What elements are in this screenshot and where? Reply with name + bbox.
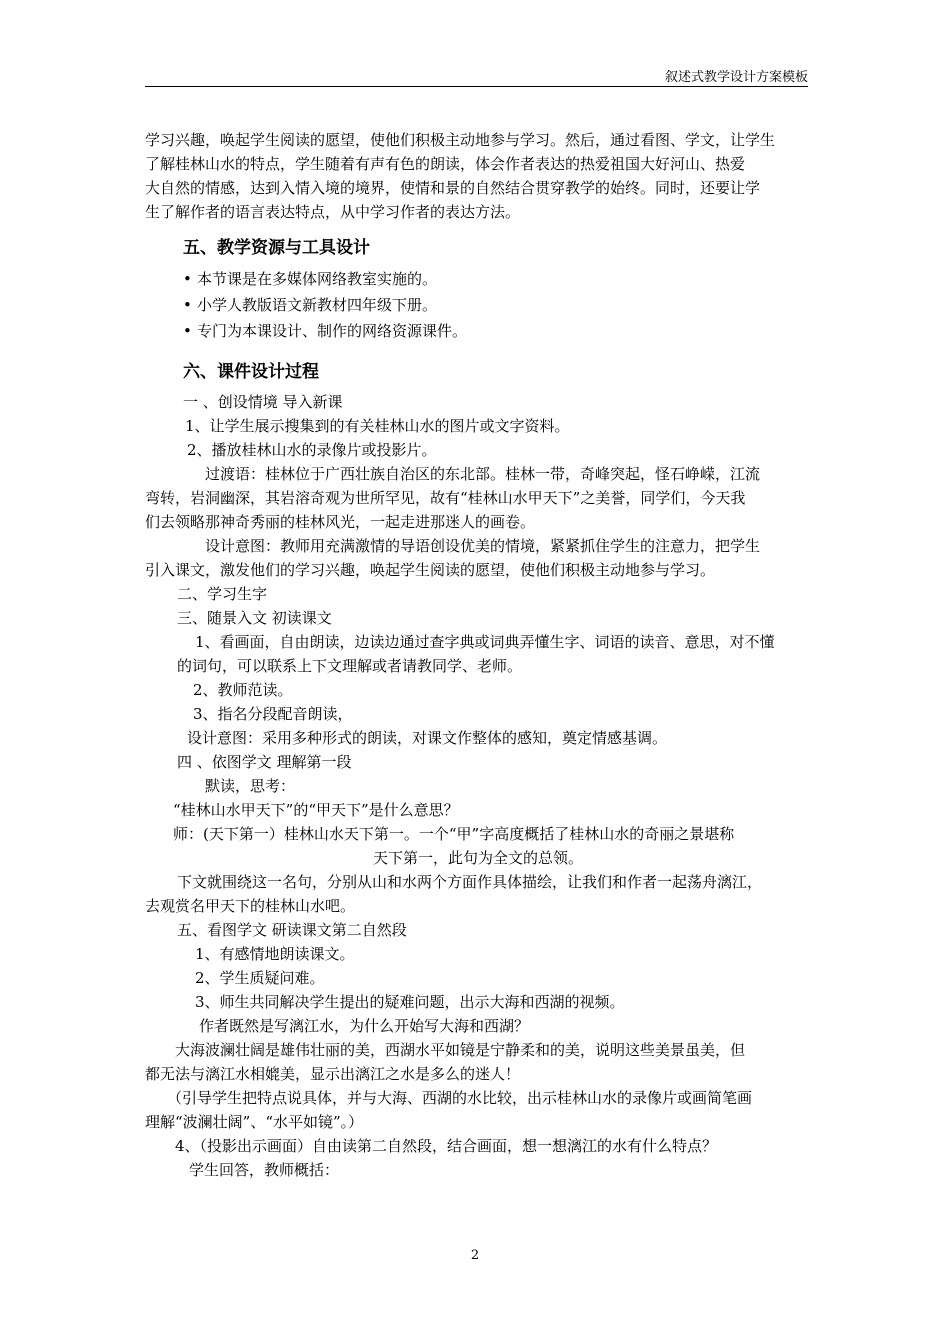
body-line: 引入课文，激发他们的学习兴趣，唤起学生阅读的愿望，使他们积极主动地参与学习。 bbox=[145, 561, 716, 579]
body-line: 去观赏名甲天下的桂林山水吧。 bbox=[145, 897, 356, 915]
list-item bbox=[145, 292, 808, 318]
body-line: 二、学习生字 bbox=[177, 585, 268, 603]
intro-line: 了解桂林山水的特点，学生随着有声有色的朗读，体会作者表达的热爱祖国大好河山、热爱 bbox=[145, 155, 746, 173]
bullet-icon: • bbox=[183, 322, 192, 340]
body-line: 的词句，可以联系上下文理解或者请教同学、老师。 bbox=[177, 657, 523, 675]
body-line: 过渡语：桂林位于广西壮族自治区的东北部。桂林一带，奇峰突起，怪石峥嵘，江流 bbox=[205, 465, 761, 483]
intro-paragraph bbox=[145, 128, 808, 224]
document-body bbox=[145, 128, 808, 1182]
body-line: 大海波澜壮阔是雄伟壮丽的美，西湖水平如镜是宁静柔和的美，说明这些美景虽美，但 bbox=[175, 1041, 746, 1059]
body-line: 们去领略那神奇秀丽的桂林风光，一起走进那迷人的画卷。 bbox=[145, 513, 536, 531]
body-line: （引导学生把特点说具体，并与大海、西湖的水比较，出示桂林山水的录像片或画简笔画 bbox=[167, 1089, 753, 1107]
page-number: 2 bbox=[470, 1248, 480, 1263]
body-line: 1、让学生展示搜集到的有关桂林山水的图片或文字资料。 bbox=[185, 417, 570, 435]
body-line: 2、播放桂林山水的录像片或投影片。 bbox=[187, 441, 437, 459]
resources-list bbox=[145, 266, 808, 344]
page-header bbox=[145, 64, 808, 87]
body-line: 设计意图：教师用充满激情的导语创设优美的情境，紧紧抓住学生的注意力，把学生 bbox=[205, 537, 761, 555]
section-heading-resources: 五、教学资源与工具设计 bbox=[183, 238, 370, 258]
body-line: 2、教师范读。 bbox=[193, 681, 293, 699]
body-line: “桂林山水甲天下”的“甲天下”是什么意思？ bbox=[173, 801, 459, 819]
body-line: 作者既然是写漓江水，为什么开始写大海和西湖？ bbox=[199, 1017, 530, 1035]
process-content bbox=[145, 390, 808, 1182]
intro-line: 大自然的情感，达到入情入境的境界，使情和景的自然结合贯穿教学的始终。同时，还要让学 bbox=[145, 179, 761, 197]
body-line: 3、指名分段配音朗读， bbox=[193, 705, 353, 723]
intro-line: 生了解作者的语言表达特点，从中学习作者的表达方法。 bbox=[145, 203, 521, 221]
body-line: 1、看画面，自由朗读，边读边通过查字典或词典弄懂生字、词语的读音、意思，对不懂 bbox=[195, 633, 775, 651]
body-line: 五、看图学文 研读课文第二自然段 bbox=[177, 921, 407, 939]
bullet-icon: • bbox=[183, 270, 192, 288]
header-title: 叙述式教学设计方案模板 bbox=[664, 70, 808, 85]
body-line: 师：(天下第一）桂林山水天下第一。一个“甲”字高度概括了桂林山水的奇丽之景堪称 bbox=[173, 825, 735, 843]
list-item-text: 小学人教版语文新教材四年级下册。 bbox=[197, 296, 438, 314]
body-line: 都无法与漓江水相媲美，显示出漓江之水是多么的迷人！ bbox=[145, 1065, 521, 1083]
body-line: 下文就围绕这一名句，分别从山和水两个方面作具体描绘，让我们和作者一起荡舟漓江， bbox=[177, 873, 763, 891]
section-heading-process: 六、课件设计过程 bbox=[183, 362, 319, 382]
list-item bbox=[145, 318, 808, 344]
body-line: 四 、依图学文 理解第一段 bbox=[177, 753, 352, 771]
body-line: 一 、创设情境 导入新课 bbox=[183, 393, 343, 411]
body-line: 4、（投影出示画面）自由读第二自然段，结合画面，想一想漓江的水有什么特点？ bbox=[175, 1137, 718, 1155]
body-line: 三、随景入文 初读课文 bbox=[177, 609, 332, 627]
body-line: 天下第一，此句为全文的总领。 bbox=[373, 849, 584, 867]
body-line: 1、有感情地朗读课文。 bbox=[195, 945, 355, 963]
list-item-text: 本节课是在多媒体网络教室实施的。 bbox=[197, 270, 438, 288]
list-item-text: 专门为本课设计、制作的网络资源课件。 bbox=[197, 322, 468, 340]
body-line: 2、学生质疑问难。 bbox=[195, 969, 325, 987]
body-line: 理解“波澜壮阔”、“水平如镜”。） bbox=[145, 1113, 364, 1131]
body-line: 设计意图：采用多种形式的朗读，对课文作整体的感知，奠定情感基调。 bbox=[187, 729, 668, 747]
intro-line: 学习兴趣，唤起学生阅读的愿望，使他们积极主动地参与学习。然后，通过看图、学文，让学生 bbox=[145, 131, 776, 149]
body-line: 默读，思考： bbox=[205, 777, 296, 795]
bullet-icon: • bbox=[183, 296, 192, 314]
body-line: 学生回答，教师概括： bbox=[189, 1161, 340, 1179]
body-line: 弯转，岩洞幽深，其岩溶奇观为世所罕见，故有“桂林山水甲天下”之美誉，同学们，今天我 bbox=[145, 489, 746, 507]
body-line: 3、师生共同解决学生提出的疑难问题，出示大海和西湖的视频。 bbox=[195, 993, 625, 1011]
list-item bbox=[145, 266, 808, 292]
